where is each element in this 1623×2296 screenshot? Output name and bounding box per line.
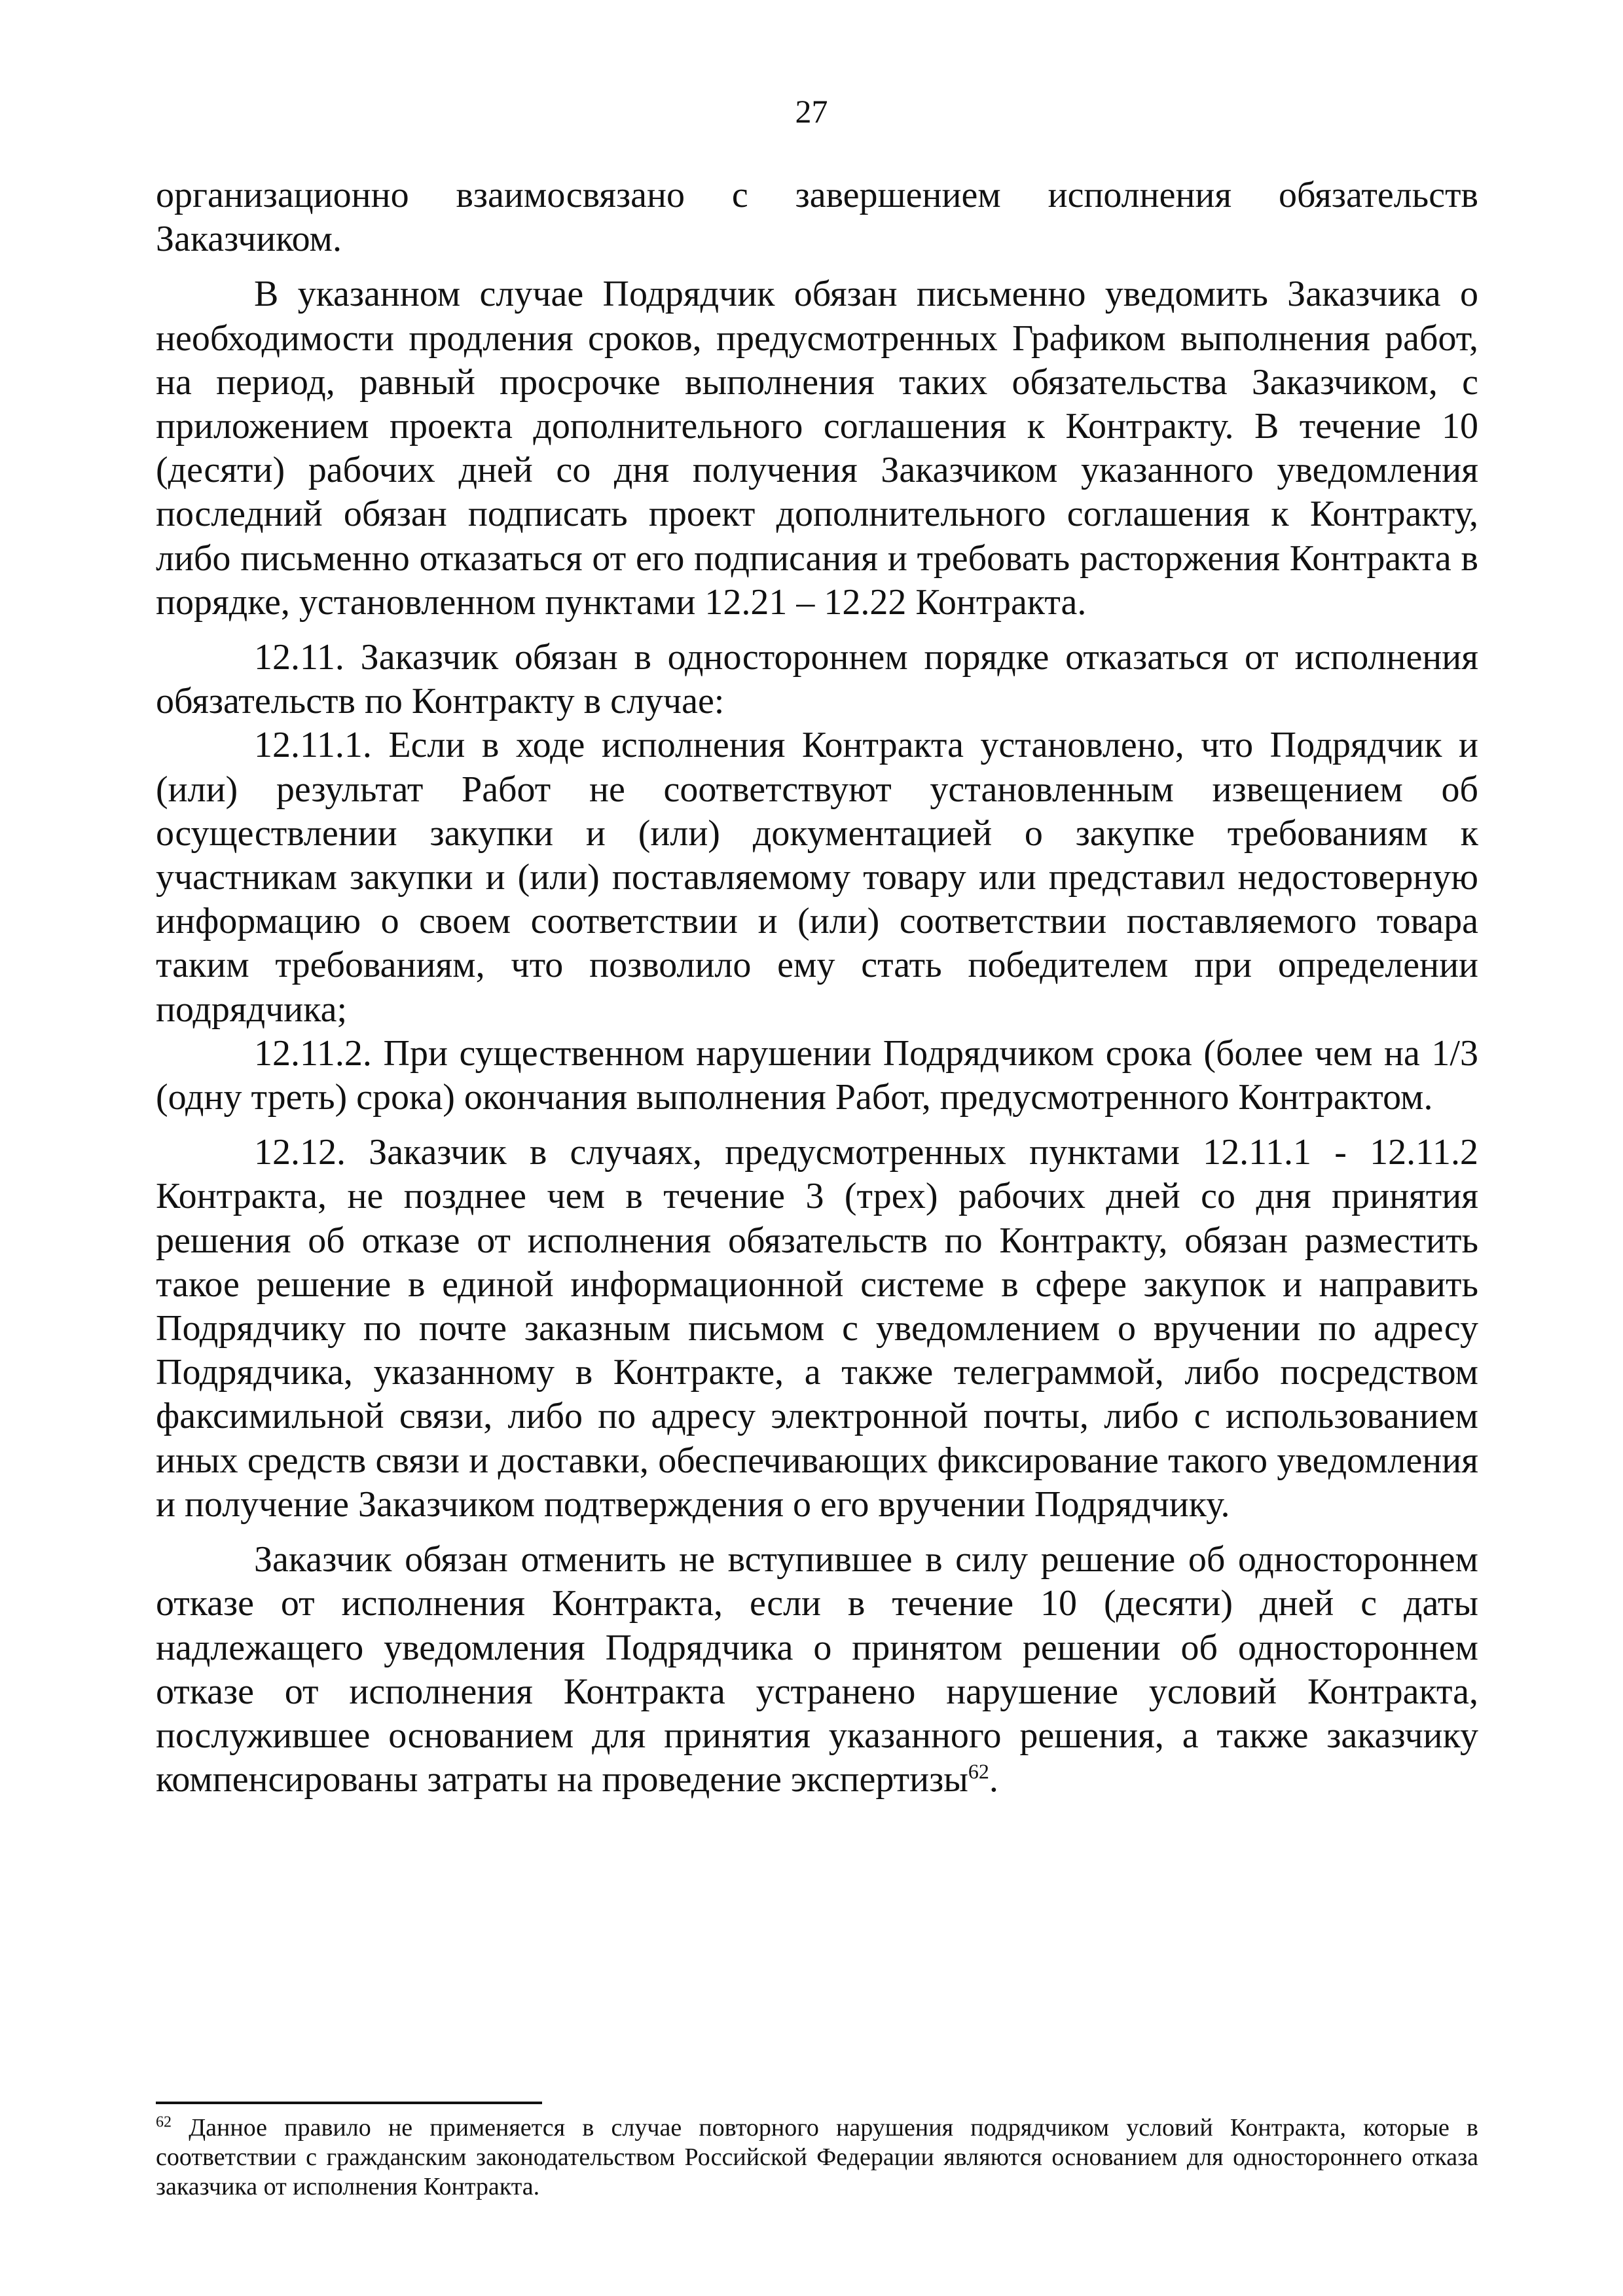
- paragraph-continuation: организационно взаимосвязано с завершением исполнения обязательств Заказчиком.: [156, 175, 1478, 260]
- document-body: [156, 173, 1478, 1802]
- clause-12-12: 12.12. Заказчик в случаях, предусмотренных пунктами 12.11.1 - 12.11.2 Контракта, не позднее чем в течение 3 (трех) рабочих дней со дня принятия решения об отказе от исполнения обязательств по Контракту, обязан разместить такое решение в единой информационной системе в сфере закупок и направить Подрядчику по почте заказным письмом с уведомлением о вручении по адресу Подрядчика, указанному в Контракте, а также телеграммой, либо посредством факсимильной связи, либо по адресу электронной почты, либо с использованием иных средств связи и доставки, обеспечивающих фиксирование такого уведомления и получение Заказчиком подтверждения о его вручении Подрядчику.: [156, 1132, 1478, 1525]
- clause-12-11: 12.11. Заказчик обязан в одностороннем порядке отказаться от исполнения обязательств по Контракту в случае:: [156, 637, 1478, 722]
- paragraph-end-period: .: [989, 1759, 998, 1800]
- paragraph-notice-extension: В указанном случае Подрядчик обязан письменно уведомить Заказчика о необходимости продления сроков, предусмотренных Графиком выполнения работ, на период, равный просрочке выполнения таких обязательства Заказчиком, с приложением проекта дополнительного соглашения к Контракту. В течение 10 (десяти) рабочих дней со дня получения Заказчиком указанного уведомления последний обязан подписать проект дополнительного соглашения к Контракту, либо письменно отказаться от его подписания и требовать расторжения Контракта в порядке, установленном пунктами 12.21 – 12.22 Контракта.: [156, 274, 1478, 623]
- footnote-separator: [156, 2102, 542, 2104]
- paragraph-cancel-decision-text: Заказчик обязан отменить не вступившее в силу решение об одностороннем отказе от исполнения Контракта, если в течение 10 (десяти) дней с даты надлежащего уведомления Подрядчика о принятом решении об одностороннем отказе от исполнения Контракта устранено нарушение условий Контракта, послужившее основанием для принятия указанного решения, а также заказчику компенсированы затраты на проведение экспертизы: [156, 1539, 1478, 1800]
- footnote-marker: 62: [156, 2113, 172, 2131]
- clause-12-11-2: 12.11.2. При существенном нарушении Подрядчиком срока (более чем на 1/3 (одну треть) срока) окончания выполнения Работ, предусмотренного Контрактом.: [156, 1032, 1478, 1118]
- footnote: [156, 2113, 1478, 2202]
- paragraph-cancel-decision: [156, 1538, 1478, 1802]
- page-number: 27: [795, 93, 828, 130]
- footnote-reference[interactable]: 62: [968, 1759, 989, 1783]
- footnote-text: Данное правило не применяется в случае повторного нарушения подрядчиком условий Контракта, которые в соответствии с гражданским законодательством Российской Федерации являются основанием для одностороннего отказа заказчика от исполнения Контракта.: [156, 2114, 1478, 2200]
- clause-12-11-1: 12.11.1. Если в ходе исполнения Контракта установлено, что Подрядчик и (или) результат Работ не соответствуют установленным извещением об осуществлении закупки и (или) документацией о закупке требованиям к участникам закупки и (или) поставляемому товару или представил недостоверную информацию о своем соответствии и (или) соответствии поставляемого товара таким требованиям, что позволило ему стать победителем при определении подрядчика;: [156, 725, 1478, 1030]
